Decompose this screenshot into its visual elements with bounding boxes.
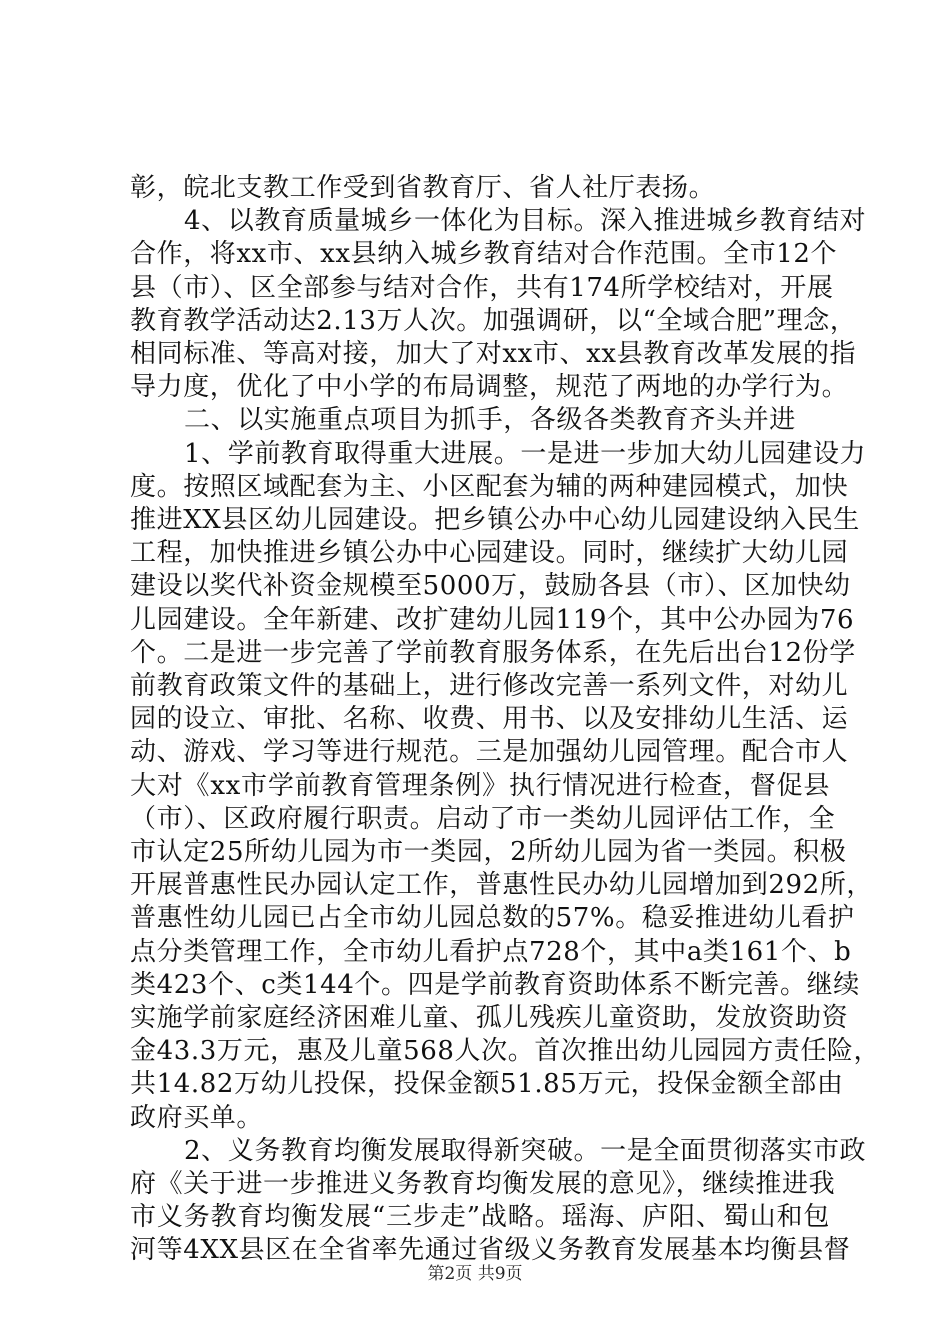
text-line: 政府买单。 (130, 1102, 264, 1133)
text-line: 实施学前家庭经济困难儿童、孤儿残疾儿童资助，发放资助资 (130, 1003, 849, 1033)
text-line: 推进XX县区幼儿园建设。把乡镇公办中心幼儿园建设纳入民生 (130, 505, 860, 535)
text-line: 个。二是进一步完善了学前教育服务体系，在先后出台12份学 (130, 637, 856, 668)
text-line: 合作，将xx市、xx县纳入城乡教育结对合作范围。全市12个 (130, 239, 838, 270)
text-line: 市义务教育均衡发展“三步走”战略。瑶海、庐阳、蜀山和包 (130, 1202, 830, 1233)
paragraph-heading-line: 4、以教育质量城乡一体化为目标。深入推进城乡教育结对 (184, 206, 867, 237)
text-line: 大对《xx市学前教育管理条例》执行情况进行检查，督促县 (130, 770, 830, 801)
text-line: 金43.3万元，惠及儿童568人次。首次推出幼儿园园方责任险， (130, 1036, 881, 1067)
text-line: 普惠性幼儿园已占全市幼儿园总数的57%。稳妥推进幼儿看护 (130, 903, 855, 934)
text-line: 点分类管理工作，全市幼儿看护点728个，其中a类161个、b (130, 936, 852, 967)
paragraph-heading-line: 1、学前教育取得重大进展。一是进一步加大幼儿园建设力 (184, 438, 867, 469)
text-line: 县（市）、区全部参与结对合作，共有174所学校结对，开展 (130, 272, 834, 303)
text-line: 共14.82万幼儿投保，投保金额51.85万元，投保金额全部由 (130, 1069, 844, 1100)
paragraph-heading-line: 2、义务教育均衡发展取得新突破。一是全面贯彻落实市政 (184, 1135, 867, 1166)
text-line: 建设以奖代补资金规模至5000万，鼓励各县（市）、区加快幼 (130, 571, 851, 602)
text-line: 相同标准、等高对接，加大了对xx市、xx县教育改革发展的指 (130, 339, 857, 369)
text-line: 彰，皖北支教工作受到省教育厅、省人社厅表扬。 (130, 173, 716, 203)
text-line: 市认定25所幼儿园为市一类园，2所幼儿园为省一类园。积极 (130, 837, 847, 867)
section-heading: 二、以实施重点项目为抓手，各级各类教育齐头并进 (184, 405, 796, 436)
text-line: 导力度，优化了中小学的布局调整，规范了两地的办学行为。 (130, 372, 849, 403)
text-line: 度。按照区域配套为主、小区配套为辅的两种建园模式，加快 (130, 471, 849, 502)
text-line: 园的设立、审批、名称、收费、用书、以及安排幼儿生活、运 (130, 704, 849, 735)
text-line: 河等4XX县区在全省率先通过省级义务教育发展基本均衡县督 (130, 1235, 851, 1266)
text-line: 府《关于进一步推进义务教育均衡发展的意见》，继续推进我 (130, 1169, 836, 1199)
text-line: （市）、区政府履行职责。启动了市一类幼儿园评估工作，全 (130, 803, 836, 834)
text-line: 儿园建设。全年新建、改扩建幼儿园119个，其中公办园为76 (130, 604, 855, 635)
text-line: 动、游戏、学习等进行规范。三是加强幼儿园管理。配合市人 (130, 737, 849, 768)
text-line: 教育教学活动达2.13万人次。加强调研，以“全域合肥”理念， (130, 305, 857, 336)
page-footer: 第2页 共9页 (427, 1264, 523, 1284)
text-line: 前教育政策文件的基础上，进行修改完善一系列文件，对幼儿 (130, 671, 849, 701)
text-line: 类423个、c类144个。四是学前教育资助体系不断完善。继续 (130, 969, 860, 1000)
text-line: 开展普惠性民办园认定工作，普惠性民办幼儿园增加到292所， (130, 870, 874, 901)
text-line: 工程，加快推进乡镇公办中心园建设。同时，继续扩大幼儿园 (130, 538, 849, 569)
